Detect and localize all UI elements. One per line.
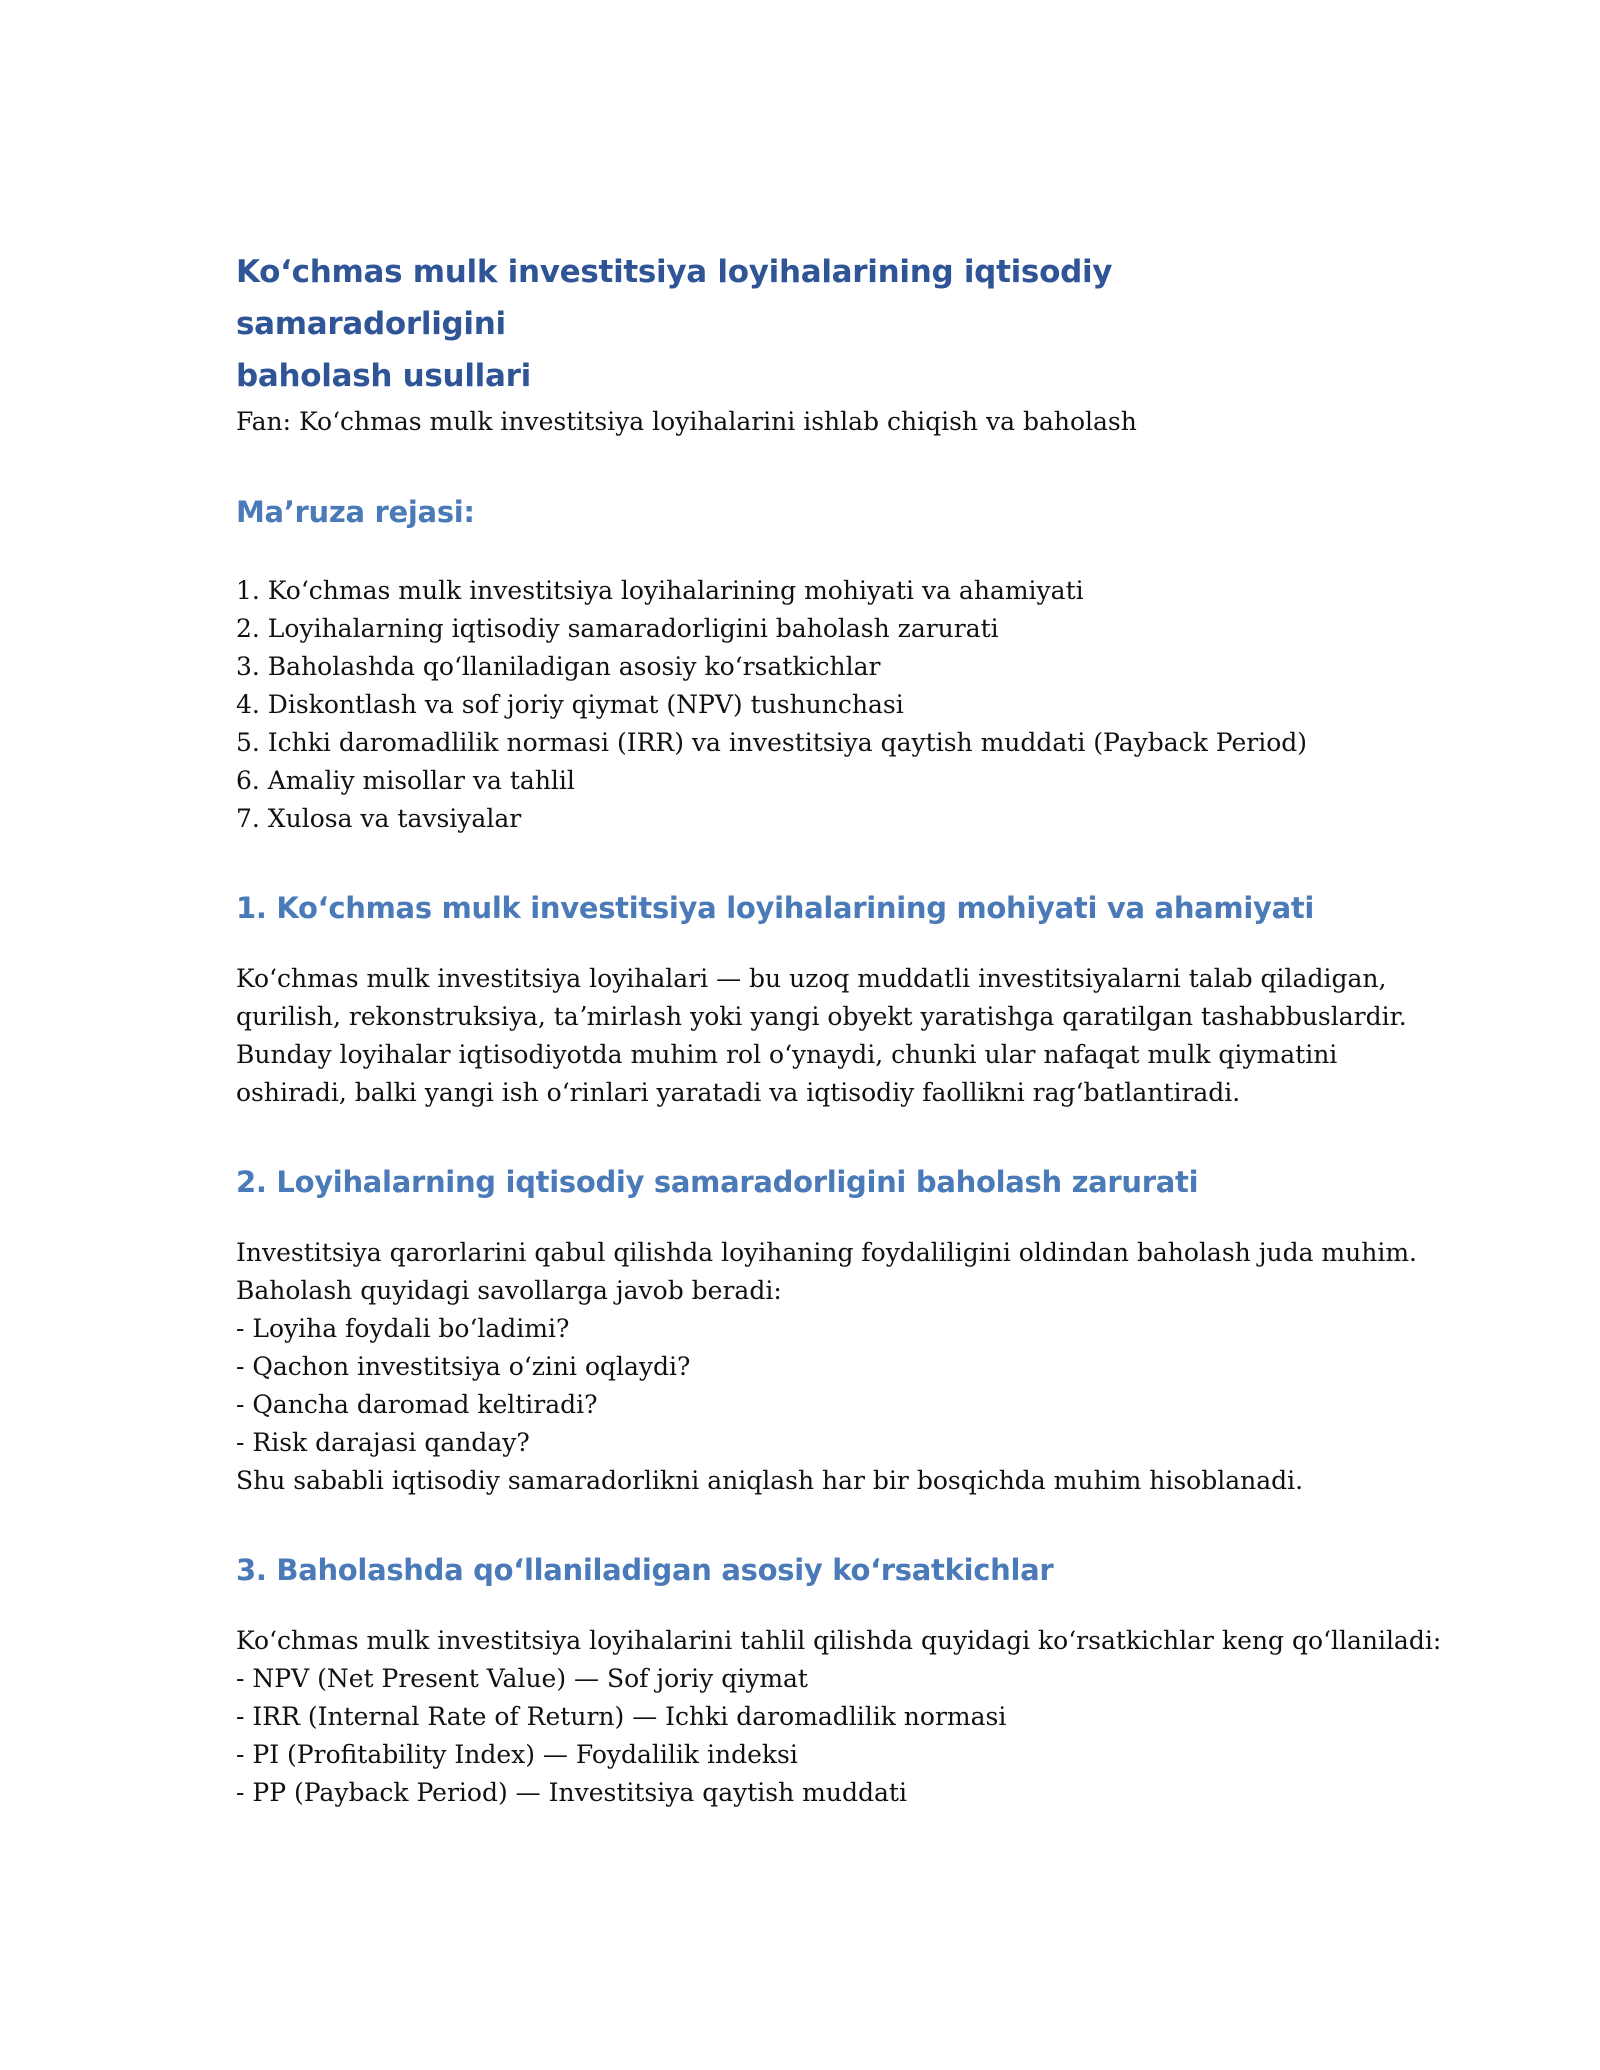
plan-item: 7. Xulosa va tavsiyalar	[236, 804, 522, 833]
bullet-line: - Qancha daromad keltiradi?	[236, 1390, 598, 1419]
section-heading: 1. Koʻchmas mulk investitsiya loyihalarining mohiyati va ahamiyati	[236, 891, 1315, 925]
bullet-line: - Loyiha foydali boʻladimi?	[236, 1314, 570, 1343]
paragraph-line: oshiradi, balki yangi ish oʻrinlari yaratadi va iqtisodiy faollikni ragʻbatlantiradi.	[236, 1078, 1241, 1107]
plan-list	[236, 572, 1376, 838]
section-1	[236, 886, 1407, 1112]
paragraph-line: Bunday loyihalar iqtisodiyotda muhim rol oʻynaydi, chunki ular nafaqat mulk qiymatini	[236, 1040, 1338, 1069]
paragraph-line: Shu sababli iqtisodiy samaradorlikni aniqlash har bir bosqichda muhim hisoblanadi.	[236, 1466, 1304, 1495]
paragraph-line: Koʻchmas mulk investitsiya loyihalarini tahlil qilishda quyidagi koʻrsatkichlar keng qoʻllaniladi:	[236, 1626, 1442, 1655]
plan-heading: Maʼruza rejasi:	[236, 495, 475, 529]
bullet-line: - Risk darajasi qanday?	[236, 1428, 530, 1457]
section-heading: 2. Loyihalarning iqtisodiy samaradorligini baholash zarurati	[236, 1165, 1199, 1199]
bullet-line: - IRR (Internal Rate of Return) — Ichki daromadlilik normasi	[236, 1702, 1007, 1731]
title-line-1: Koʻchmas mulk investitsiya loyihalarining iqtisodiy samaradorligini	[236, 254, 1113, 342]
paragraph-line: Koʻchmas mulk investitsiya loyihalari — bu uzoq muddatli investitsiyalarni talab qiladigan,	[236, 964, 1387, 993]
section-2	[236, 1160, 1417, 1500]
plan-item: 1. Koʻchmas mulk investitsiya loyihalarining mohiyati va ahamiyati	[236, 576, 1084, 605]
section-3	[236, 1548, 1442, 1812]
plan-item: 3. Baholashda qoʻllaniladigan asosiy koʻrsatkichlar	[236, 652, 881, 681]
paragraph-line: Baholash quyidagi savollarga javob beradi:	[236, 1276, 782, 1305]
bullet-line: - NPV (Net Present Value) — Sof joriy qiymat	[236, 1664, 808, 1693]
paragraph-line: qurilish, rekonstruksiya, taʼmirlash yoki yangi obyekt yaratishga qaratilgan tashabbuslardir.	[236, 1002, 1407, 1031]
bullet-line: - Qachon investitsiya oʻzini oqlaydi?	[236, 1352, 691, 1381]
title-line-2: baholash usullari	[236, 358, 531, 394]
plan-item: 5. Ichki daromadlilik normasi (IRR) va investitsiya qaytish muddati (Payback Period)	[236, 728, 1308, 757]
plan-item: 6. Amaliy misollar va tahlil	[236, 766, 575, 795]
document-title	[236, 246, 1376, 402]
bullet-line: - PP (Payback Period) — Investitsiya qaytish muddati	[236, 1778, 907, 1807]
bullet-line: - PI (Profitability Index) — Foydalilik indeksi	[236, 1740, 798, 1769]
paragraph-line: Investitsiya qarorlarini qabul qilishda loyihaning foydaliligini oldindan baholash juda muhim.	[236, 1238, 1417, 1267]
section-heading: 3. Baholashda qoʻllaniladigan asosiy koʻrsatkichlar	[236, 1553, 1054, 1587]
plan-item: 4. Diskontlash va sof joriy qiymat (NPV) tushunchasi	[236, 690, 904, 719]
subject-line: Fan: Koʻchmas mulk investitsiya loyihalarini ishlab chiqish va baholash	[236, 407, 1137, 436]
plan-item: 2. Loyihalarning iqtisodiy samaradorligini baholash zarurati	[236, 614, 999, 643]
document-body	[236, 246, 1442, 1812]
